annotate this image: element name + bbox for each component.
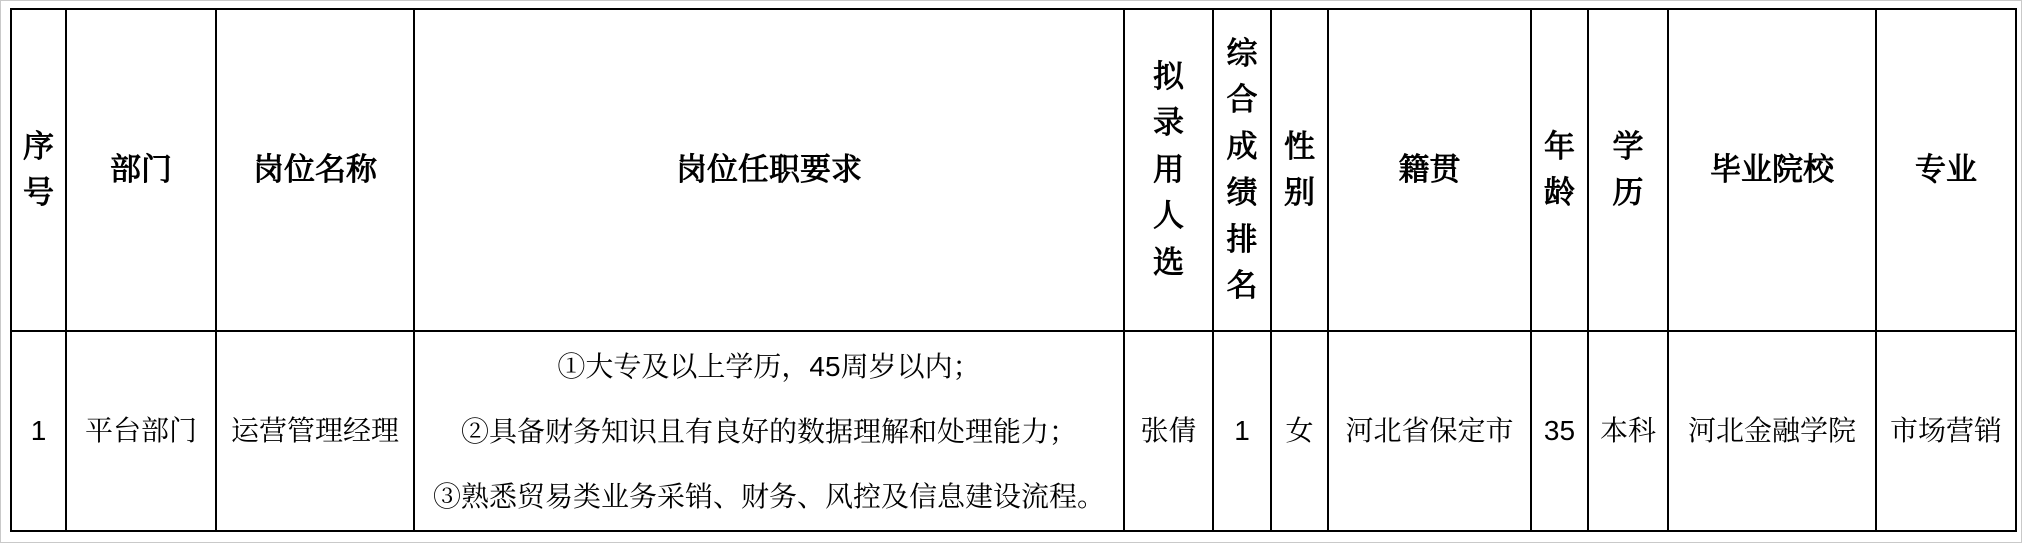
header-education (1588, 9, 1668, 331)
header-education-label: 学历 (1612, 128, 1644, 210)
recruitment-table (10, 8, 2017, 532)
header-school (1668, 9, 1876, 331)
header-rank (1213, 9, 1271, 331)
header-hometown (1328, 9, 1531, 331)
header-gender (1271, 9, 1328, 331)
cell-major: 市场营销 (1876, 331, 2016, 531)
cell-department: 平台部门 (66, 331, 216, 531)
header-age-label: 年龄 (1543, 128, 1575, 210)
header-requirements (414, 9, 1124, 331)
cell-gender: 女 (1271, 331, 1328, 531)
header-school-label: 毕业院校 (1710, 152, 1834, 188)
cell-rank: 1 (1213, 331, 1271, 531)
requirement-line-1: ①大专及以上学历，45周岁以内； (557, 350, 981, 382)
header-age (1531, 9, 1588, 331)
requirement-line-3: ③熟悉贸易类业务采销、财务、风控及信息建设流程。 (432, 480, 1105, 512)
header-seq (11, 9, 66, 331)
cell-age: 35 (1531, 331, 1588, 531)
cell-hometown: 河北省保定市 (1328, 331, 1531, 531)
cell-school: 河北金融学院 (1668, 331, 1876, 531)
cell-position: 运营管理经理 (216, 331, 414, 531)
header-candidate-label: 拟录用人选 (1152, 58, 1184, 280)
requirement-line-2: ②具备财务知识且有良好的数据理解和处理能力； (460, 415, 1077, 447)
cell-seq: 1 (11, 331, 66, 531)
cell-requirements (414, 331, 1124, 531)
header-candidate (1124, 9, 1213, 331)
header-rank-label: 综合成绩排名 (1226, 35, 1258, 303)
header-requirements-label: 岗位任职要求 (676, 152, 862, 188)
table-row (11, 331, 2016, 531)
header-major (1876, 9, 2016, 331)
header-position-label: 岗位名称 (253, 152, 377, 188)
header-department-label: 部门 (110, 152, 172, 188)
header-position (216, 9, 414, 331)
header-seq-label: 序号 (22, 128, 54, 210)
header-gender-label: 性别 (1283, 128, 1315, 210)
header-hometown-label: 籍贯 (1398, 152, 1461, 188)
cell-education: 本科 (1588, 331, 1668, 531)
header-row (11, 9, 2016, 331)
header-department (66, 9, 216, 331)
header-major-label: 专业 (1915, 152, 1977, 188)
cell-candidate: 张倩 (1124, 331, 1213, 531)
